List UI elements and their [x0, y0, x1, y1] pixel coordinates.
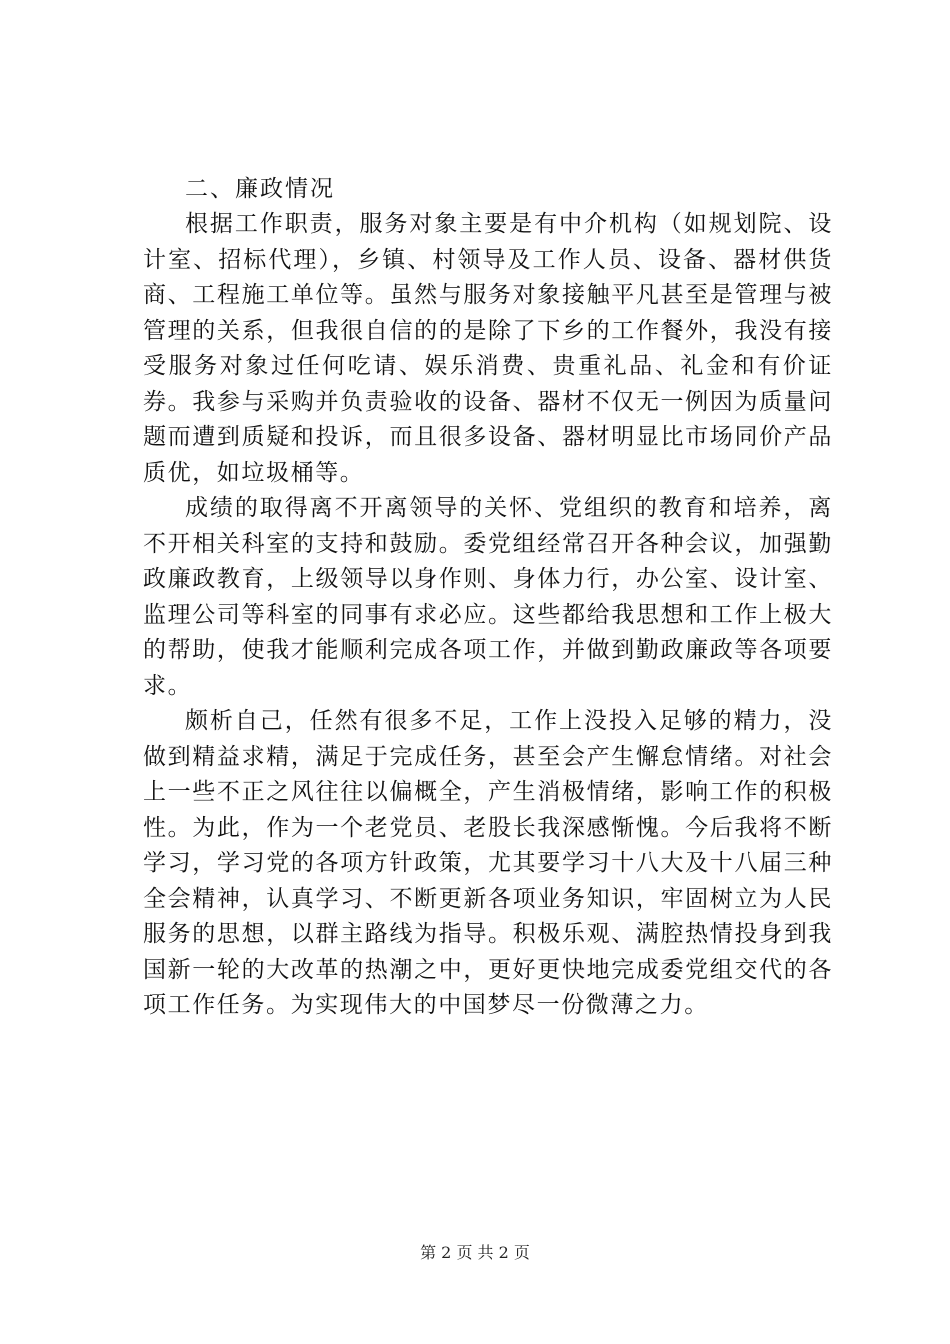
- page-footer: 第 2 页 共 2 页: [420, 1243, 530, 1262]
- paragraph-self-analysis: 颇析自己，任然有很多不足，工作上没投入足够的精力，没做到精益求精，满足于完成任务，甚至会产生懈怠情绪。对社会上一些不正之风往往以偏概全，产生消极情绪，影响工作的积极性。为此，作为一个老党员、老股长我深感惭愧。今后我将不断学习，学习党的各项方针政策，尤其要学习十八大及十八届三种全会精神，认真学习、不断更新各项业务知识，牢固树立为人民服务的思想，以群主路线为指导。积极乐观、满腔热情投身到我国新一轮的大改革的热潮之中，更好更快地完成委党组交代的各项工作任务。为实现伟大的中国梦尽一份微薄之力。: [143, 708, 833, 1018]
- section-heading: 二、廉政情况: [185, 176, 335, 202]
- paragraph-duties: 根据工作职责，服务对象主要是有中介机构（如规划院、设计室、招标代理），乡镇、村领导及工作人员、设备、器材供货商、工程施工单位等。虽然与服务对象接触平凡甚至是管理与被管理的关系，但我很自信的的是除了下乡的工作餐外，我没有接受服务对象过任何吃请、娱乐消费、贵重礼品、礼金和有价证券。我参与采购并负责验收的设备、器材不仅无一例因为质量问题而遭到质疑和投诉，而且很多设备、器材明显比市场同价产品质优，如垃圾桶等。: [143, 211, 833, 486]
- paragraph-achievements: 成绩的取得离不开离领导的关怀、党组织的教育和培养，离不开相关科室的支持和鼓励。委党组经常召开各种会议，加强勤政廉政教育，上级领导以身作则、身体力行，办公室、设计室、监理公司等科室的同事有求必应。这些都给我思想和工作上极大的帮助，使我才能顺利完成各项工作，并做到勤政廉政等各项要求。: [143, 495, 833, 699]
- document-body: [143, 172, 833, 1024]
